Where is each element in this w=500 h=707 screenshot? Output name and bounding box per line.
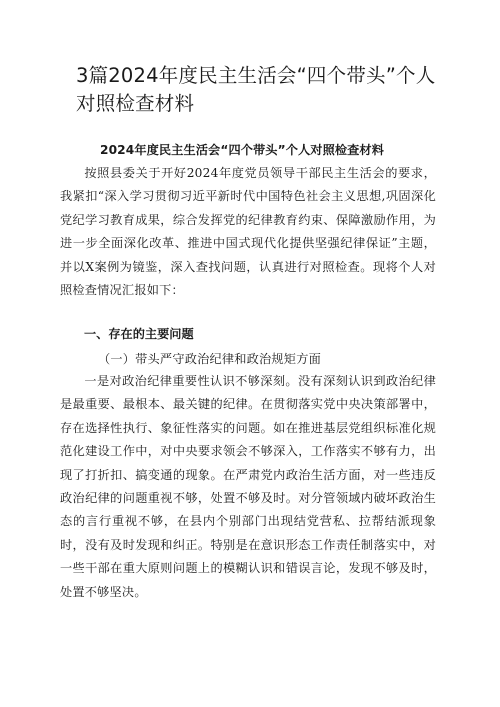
article-subtitle: 2024年度民主生活会“四个带头”个人对照检查材料	[100, 143, 385, 157]
document-title: 3篇2024年度民主生活会“四个带头”个人对照检查材料	[76, 64, 436, 115]
sub-heading: （一）带头严守政治纪律和政治规矩方面	[98, 352, 321, 366]
section-heading: 一、存在的主要问题	[84, 327, 194, 341]
intro-paragraph: 按照县委关于开好2024年度党员领导干部民主生活会的要求，我紧扣“深入学习贯彻习近平新时代中国特色社会主义思想,巩固深化党纪学习教育成果，综合发挥党的纪律教育约束、保障激励作用，为进一步全面深化改革、推进中国式现代化提供坚强纪律保证”主题，并以X案例为镜鉴，深入查找问题，认真进行对照检查。现将个人对照检查情况汇报如下：	[60, 166, 436, 298]
body-paragraph: 一是对政治纪律重要性认识不够深刻。没有深刻认识到政治纪律是最重要、最根本、最关键的纪律。在贯彻落实党中央决策部署中，存在选择性执行、象征性落实的问题。如在推进基层党组织标准化规范化建设工作中，对中央要求领会不够深入，工作落实不够有力，出现了打折扣、搞变通的现象。在严肃党内政治生活方面，对一些违反政治纪律的问题重视不够，处置不够及时。对分管领域内破坏政治生态的言行重视不够，在县内个别部门出现结党营私、拉帮结派现象时，没有及时发现和纠正。特别是在意识形态工作责任制落实中，对一些干部在重大原则问题上的模糊认识和错误言论，发现不够及时，处置不够坚决。	[60, 374, 436, 599]
